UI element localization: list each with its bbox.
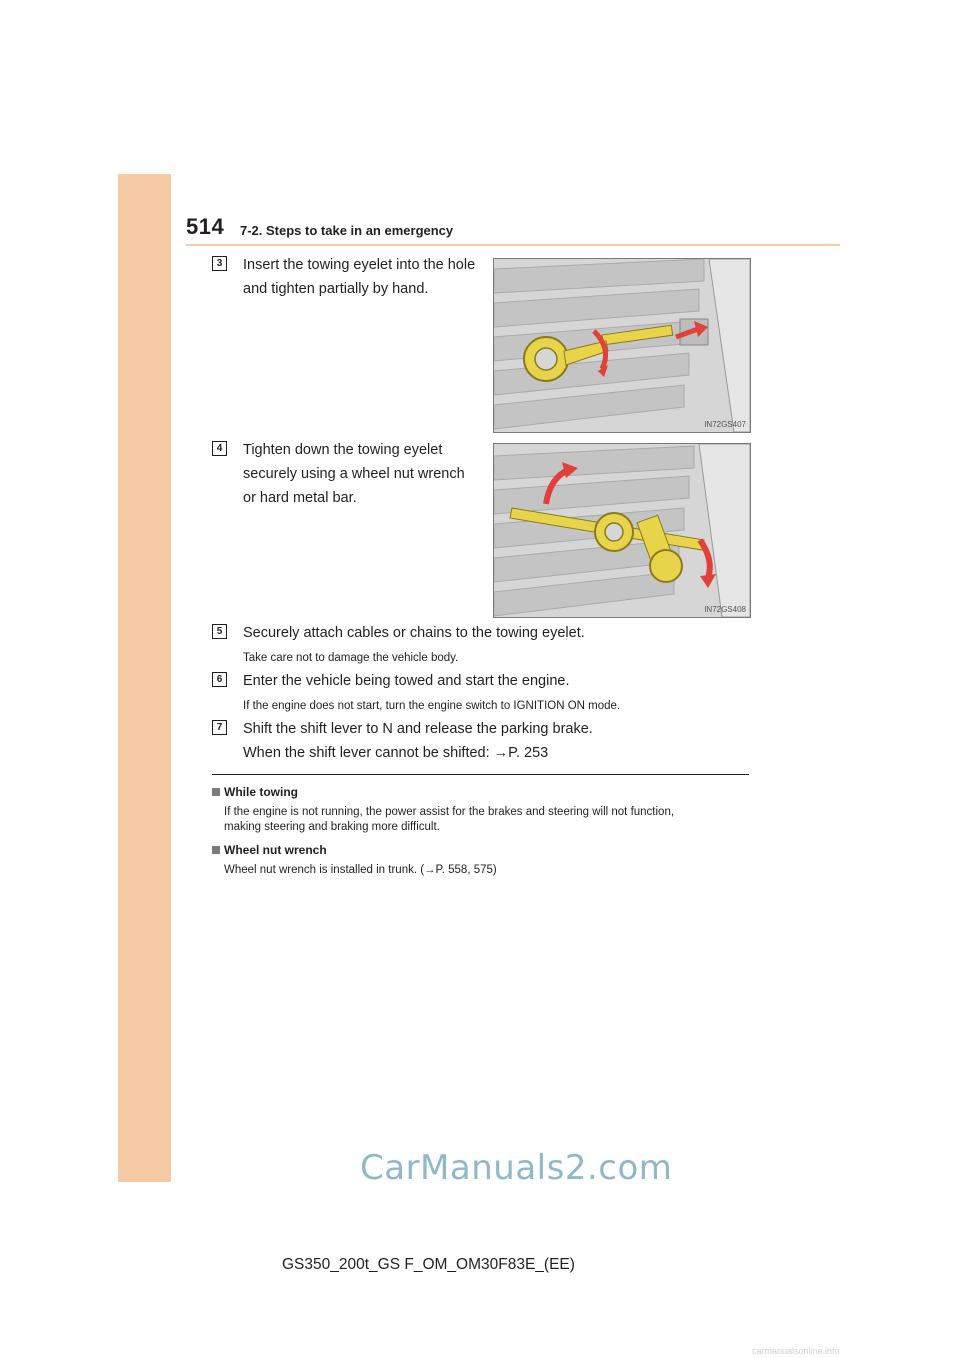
info-heading-wheel-nut-wrench [212,843,327,857]
info-line: making steering and braking more difficult. [224,821,440,833]
figure-code: IN72GS407 [704,420,746,429]
step-7-text [243,717,593,765]
section-divider [212,774,749,775]
step-3-text [243,253,475,301]
step-6-note: If the engine does not start, turn the engine switch to IGNITION ON mode. [243,700,621,712]
info-title: Wheel nut wrench [224,843,327,857]
document-code-footer: GS350_200t_GS F_OM_OM30F83E_(EE) [282,1256,575,1273]
step-7-line-2: When the shift lever cannot be shifted: →P. 253 [243,745,549,761]
bottom-url: carmanualsonline.info [752,1346,840,1356]
step-5-note: Take care not to damage the vehicle body. [243,652,459,664]
step-number-4: 4 [212,441,227,456]
info-body-wheel-nut-wrench [224,863,749,878]
figure-code: IN72GS408 [704,605,746,614]
step-7-line-1: Shift the shift lever to N and release the parking brake. [243,721,593,737]
step-6-text: Enter the vehicle being towed and start the engine. [243,673,570,689]
square-bullet-icon [212,788,220,796]
eyelet-tighten-illustration [494,444,750,617]
step-3-line-2: and tighten partially by hand. [243,281,429,297]
step-5-text: Securely attach cables or chains to the towing eyelet. [243,625,585,641]
square-bullet-icon [212,846,220,854]
info-body-while-towing [224,805,749,835]
info-title: While towing [224,785,298,799]
page-number: 514 [186,214,225,239]
step-number-7: 7 [212,720,227,735]
eyelet-insert-illustration [494,259,750,432]
step-number-3: 3 [212,256,227,271]
header-rule [186,244,840,246]
step-4-line-3: or hard metal bar. [243,490,357,506]
step-4-line-1: Tighten down the towing eyelet [243,442,443,458]
info-heading-while-towing [212,785,298,799]
info-line: If the engine is not running, the power assist for the brakes and steering will not function, [224,806,675,818]
section-title: 7-2. Steps to take in an emergency [240,223,454,238]
step-number-6: 6 [212,672,227,687]
chapter-sidebar-tab [118,174,171,1182]
step-4-text [243,438,480,510]
info-line: Wheel nut wrench is installed in trunk. (→P. 558, 575) [224,864,497,876]
step-4-line-2: securely using a wheel nut wrench [243,466,465,482]
towing-eyelet-insert-figure [493,258,751,433]
step-number-5: 5 [212,624,227,639]
step-3-line-1: Insert the towing eyelet into the hole [243,257,476,273]
towing-eyelet-tighten-figure [493,443,751,618]
watermark: CarManuals2.com [360,1148,673,1188]
